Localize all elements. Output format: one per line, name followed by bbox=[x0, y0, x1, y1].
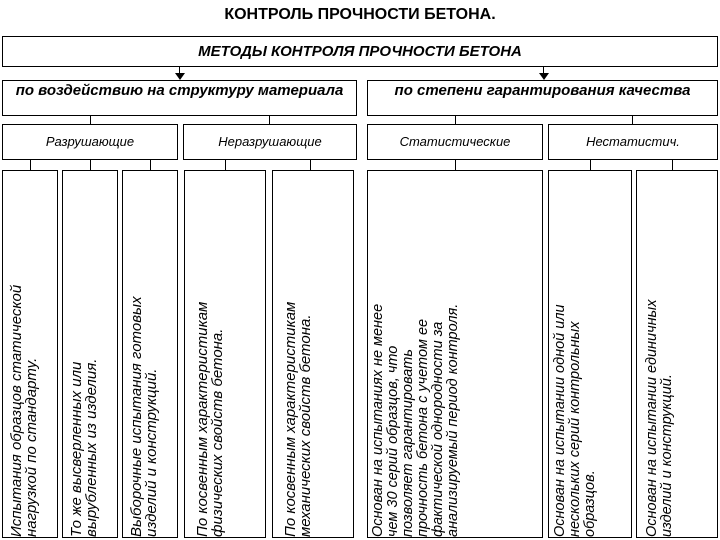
category-nonstatistical-label: Нестатистич. bbox=[586, 134, 680, 149]
column-4-line-1: По косвенным характеристикам bbox=[194, 301, 211, 537]
connector-col-3 bbox=[150, 160, 151, 170]
column-5-line-1: По косвенным характеристикам bbox=[282, 301, 299, 537]
connector-col-1 bbox=[30, 160, 31, 170]
column-6-line-3: позволяет гарантировать bbox=[400, 349, 416, 537]
group-guarantee-label: по степени гарантирования качества bbox=[394, 82, 691, 99]
connector-statistical bbox=[455, 116, 456, 124]
column-6-line-1: Основан на испытаниях не менее bbox=[370, 303, 386, 537]
arrow-guarantee bbox=[539, 73, 549, 80]
connector-nondestructive bbox=[269, 116, 270, 124]
methods-label: МЕТОДЫ КОНТРОЛЯ ПРОЧНОСТИ БЕТОНА bbox=[198, 43, 522, 60]
connector-nonstatistical bbox=[632, 116, 633, 124]
methods-box bbox=[2, 36, 718, 67]
column-7-line-3: образцов. bbox=[582, 470, 598, 537]
column-6-line-2: чем 30 серий образцов, что bbox=[385, 345, 401, 537]
arrow-structure bbox=[175, 73, 185, 80]
category-nondestructive bbox=[183, 124, 357, 160]
column-6-line-6: анализируемый период контроля. bbox=[445, 303, 461, 537]
column-3-line-2: изделий и конструкций. bbox=[143, 368, 160, 537]
column-static-load-tests bbox=[2, 170, 58, 538]
column-8-line-1: Основан на испытании единичных bbox=[644, 299, 660, 537]
category-destructive-label: Разрушающие bbox=[45, 134, 135, 149]
connector-col-6 bbox=[455, 160, 456, 170]
column-statistical-method bbox=[367, 170, 543, 538]
category-statistical bbox=[367, 124, 543, 160]
column-physical-properties bbox=[184, 170, 266, 538]
connector-col-8 bbox=[672, 160, 673, 170]
column-6-line-4: прочность бетона с учетом ее bbox=[415, 318, 431, 537]
connector-col-5 bbox=[310, 160, 311, 170]
column-7-line-2: нескольких серий контрольных bbox=[567, 321, 583, 537]
column-drilled-samples bbox=[62, 170, 118, 538]
column-7-line-1: Основан на испытании одной или bbox=[552, 304, 568, 537]
category-nonstatistical bbox=[548, 124, 718, 160]
column-1-line-2: нагрузкой по стандарту. bbox=[23, 357, 40, 537]
connector-col-4 bbox=[225, 160, 226, 170]
column-8-line-2: изделий и конструкций. bbox=[659, 374, 675, 537]
column-control-series bbox=[548, 170, 632, 538]
category-nondestructive-label: Неразрушающие bbox=[218, 134, 322, 149]
group-guarantee-box bbox=[367, 80, 718, 116]
column-single-items bbox=[636, 170, 718, 538]
column-5-line-2: механических свойств бетона. bbox=[297, 314, 314, 537]
column-4-line-2: физических свойств бетона. bbox=[209, 328, 226, 537]
connector-destructive bbox=[90, 116, 91, 124]
column-1-line-1: Испытания образцов статической bbox=[8, 284, 25, 537]
group-structure-box bbox=[2, 80, 357, 116]
column-selective-tests bbox=[122, 170, 178, 538]
page-title: КОНТРОЛЬ ПРОЧНОСТИ БЕТОНА. bbox=[224, 6, 496, 23]
column-2-line-2: вырубленных из изделия. bbox=[83, 358, 100, 537]
connector-col-2 bbox=[90, 160, 91, 170]
group-structure-label: по воздействию на структуру материала bbox=[15, 82, 344, 99]
category-destructive bbox=[2, 124, 178, 160]
connector-col-7 bbox=[590, 160, 591, 170]
column-mechanical-properties bbox=[272, 170, 354, 538]
category-statistical-label: Статистические bbox=[399, 134, 511, 149]
column-6-line-5: фактической однородности за bbox=[430, 321, 446, 537]
column-3-line-1: Выборочные испытания готовых bbox=[128, 296, 145, 537]
column-2-line-1: То же высверленных или bbox=[68, 361, 85, 537]
